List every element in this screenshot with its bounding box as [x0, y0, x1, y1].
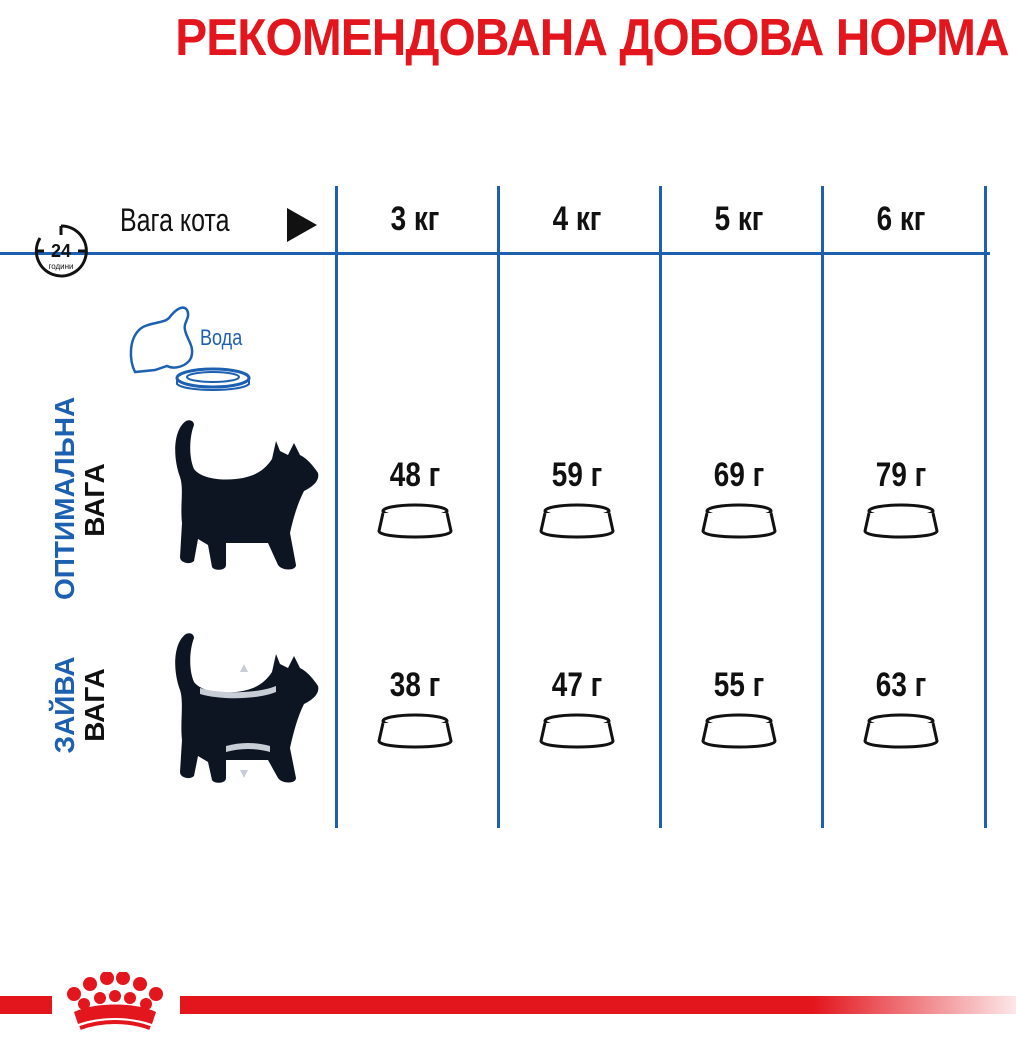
feeding-cell — [335, 455, 495, 543]
daily-amount: 79 г — [875, 456, 927, 494]
column-header: 3 кг — [390, 200, 440, 238]
water-label: Вода — [200, 325, 243, 350]
row-label-line1: ЗАЙВА — [49, 656, 80, 754]
feeding-cell — [497, 455, 657, 543]
feeding-cell — [659, 455, 819, 543]
feeding-cell — [821, 665, 981, 753]
daily-amount: 48 г — [389, 456, 441, 494]
food-bowl-icon — [375, 499, 455, 543]
row-label-optimal — [49, 396, 110, 600]
feeding-cell — [335, 665, 495, 753]
daily-amount: 63 г — [875, 666, 927, 704]
row-label-line2: ВАГА — [79, 668, 110, 742]
clock-24h-icon — [32, 222, 90, 280]
food-bowl-icon — [537, 709, 617, 753]
cat-weight-label: Вага кота — [120, 202, 230, 238]
royal-canin-crown-logo — [60, 972, 170, 1034]
feeding-cell — [821, 455, 981, 543]
column-header: 5 кг — [714, 200, 764, 238]
column-header: 4 кг — [552, 200, 602, 238]
daily-amount: 59 г — [551, 456, 603, 494]
food-bowl-icon — [861, 709, 941, 753]
food-bowl-icon — [699, 499, 779, 543]
column-divider — [984, 186, 987, 828]
food-bowl-icon — [375, 709, 455, 753]
feeding-cell — [497, 665, 657, 753]
daily-amount: 47 г — [551, 666, 603, 704]
row-label-line2: ВАГА — [79, 463, 110, 537]
row-label-overweight — [50, 625, 110, 785]
play-arrow-icon — [287, 208, 317, 242]
daily-amount: 69 г — [713, 456, 765, 494]
cat-silhouette-icon — [160, 628, 330, 793]
food-bowl-icon — [861, 499, 941, 543]
page-title: РЕКОМЕНДОВАНА ДОБОВА НОРМА — [175, 9, 1009, 67]
food-bowl-icon — [699, 709, 779, 753]
clock-unit: години — [48, 262, 74, 271]
feeding-cell — [659, 665, 819, 753]
food-bowl-icon — [537, 499, 617, 543]
cat-silhouette-icon — [160, 415, 330, 580]
daily-amount: 38 г — [389, 666, 441, 704]
column-header: 6 кг — [876, 200, 926, 238]
daily-amount: 55 г — [713, 666, 765, 704]
row-label-line1: ОПТИМАЛЬНА — [49, 396, 80, 600]
clock-number: 24 — [50, 241, 72, 261]
table-header-divider — [0, 252, 990, 255]
